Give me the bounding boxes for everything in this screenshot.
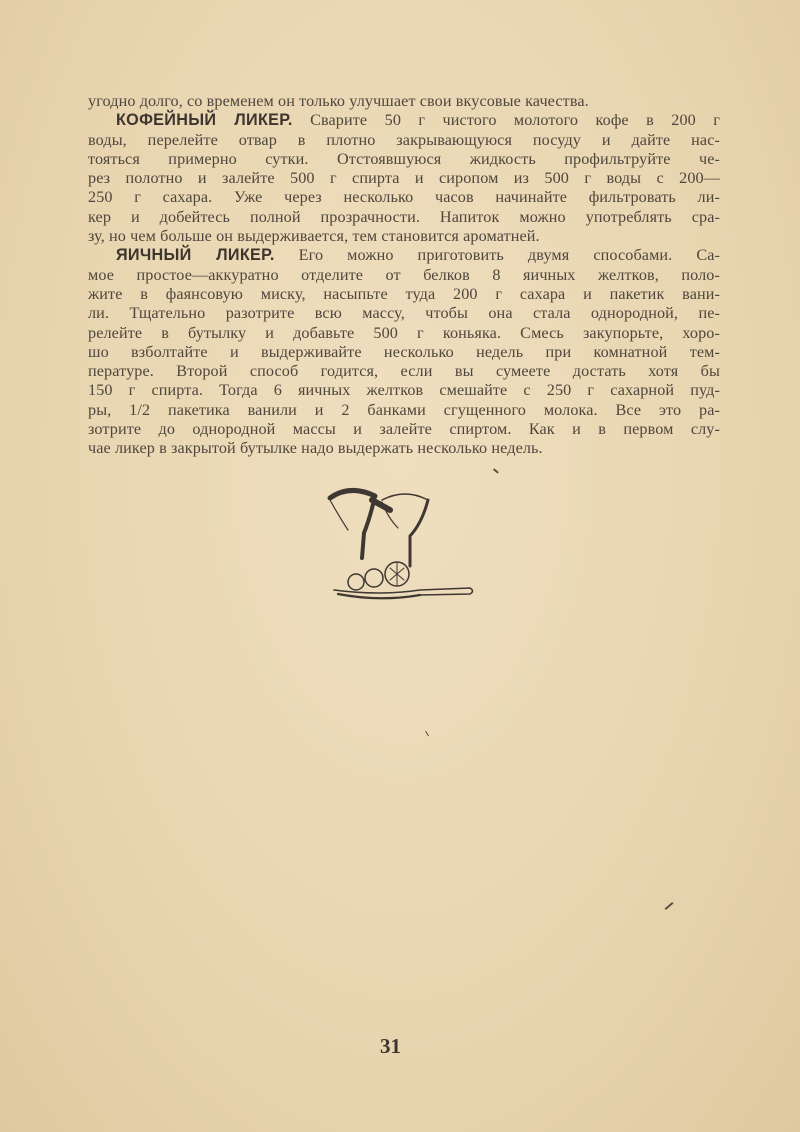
text-line: воды, перелейте отвар в плотно закрывающуюся посуду и дайте нас- bbox=[88, 130, 720, 149]
text-line: кер и добейтесь полной прозрачности. Напиток можно употреблять сра- bbox=[88, 207, 720, 226]
text-line: угодно долго, со временем он только улучшает свои вкусовые качества. bbox=[88, 92, 589, 110]
text-line: зу, но чем больше он выдерживается, тем становится ароматней. bbox=[88, 227, 540, 246]
text-line: тояться примерно сутки. Отстоявшуюся жидкость профильтруйте че- bbox=[88, 149, 720, 168]
text-line: релейте в бутылку и добавьте 500 г коньяка. Смесь закупорьте, хоро- bbox=[88, 323, 720, 342]
paper-speck bbox=[493, 468, 499, 473]
egg-liqueur-first-line bbox=[88, 246, 720, 265]
text-line: зотрите до однородной массы и залейте спиртом. Как и в первом слу- bbox=[88, 420, 720, 439]
text-span: Его можно приготовить двумя способами. Са- bbox=[298, 246, 721, 265]
paper-speck bbox=[665, 902, 674, 910]
text-line: ры, 1/2 пакетика ванили и 2 банками сгущенного молока. Все это ра- bbox=[88, 400, 720, 419]
page-number: 31 bbox=[380, 1034, 401, 1058]
text-line: 250 г сахара. Уже через несколько часов начинайте фильтровать ли- bbox=[88, 188, 720, 207]
text-line: рез полотно и залейте 500 г спирта и сиропом из 500 г воды с 200— bbox=[88, 169, 720, 188]
text-line: шо взболтайте и выдерживайте несколько недель при комнатной тем- bbox=[88, 342, 720, 361]
coffee-liqueur-heading: КОФЕЙНЫЙ ЛИКЕР. bbox=[116, 111, 293, 130]
text-line: ли. Тщательно разотрите всю массу, чтобы она стала однородной, пе- bbox=[88, 304, 720, 323]
coffee-liqueur-first-line bbox=[88, 111, 720, 130]
text-line: 150 г спирта. Тогда 6 яичных желтков смешайте с 250 г сахарной пуд- bbox=[88, 381, 720, 400]
egg-liqueur-heading: ЯИЧНЫЙ ЛИКЕР. bbox=[116, 246, 275, 265]
text-line: жите в фаянсовую миску, насыпьте туда 200 г сахара и пакетик вани- bbox=[88, 284, 720, 303]
glasses-and-lemon-illustration bbox=[320, 478, 480, 608]
text-line: пературе. Второй способ годится, если вы сумеете достать хотя бы bbox=[88, 362, 720, 381]
text-line: чае ликер в закрытой бутылке надо выдержать несколько недель. bbox=[88, 439, 543, 458]
page-body-text bbox=[88, 92, 720, 459]
text-span: Сварите 50 г чистого молотого кофе в 200 г bbox=[310, 111, 720, 130]
text-line: мое простое—аккуратно отделите от белков 8 яичных желтков, поло- bbox=[88, 265, 720, 284]
paper-speck bbox=[425, 731, 429, 737]
